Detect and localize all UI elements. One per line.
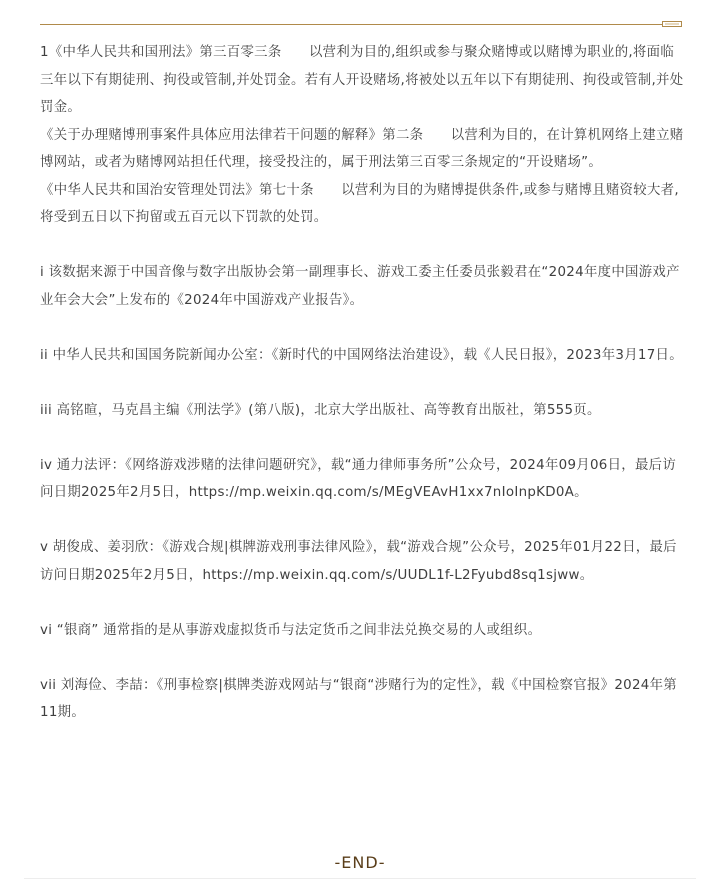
footnote-iv: iv 通力法评：《网络游戏涉赌的法律问题研究》，载“通力律师事务所”公众号，2024年09月06日，最后访问日期2025年2月5日，https://mp.weixin.qq.com/s/MEgVEAvH1xx7nIoInpKD0A。 — [40, 457, 677, 500]
references-section — [40, 39, 684, 727]
law-article-judicial-interpretation: 《关于办理赌博刑事案件具体应用法律若干问题的解释》第二条 以营利为目的，在计算机网络上建立赌博网站，或者为赌博网站担任代理，接受投注的，属于刑法第三百零三条规定的“开设赌场”。 — [40, 127, 684, 170]
footnote-vi: vi “银商” 通常指的是从事游戏虚拟货币与法定货币之间非法兑换交易的人或组织。 — [40, 622, 542, 638]
law-article-public-security: 《中华人民共和国治安管理处罚法》第七十条 以营利为目的为赌博提供条件,或参与赌博且赌资较大者,将受到五日以下拘留或五百元以下罚款的处罚。 — [40, 182, 679, 225]
footnote-iii: iii 高铭暄，马克昌主编《刑法学》(第八版)，北京大学出版社、高等教育出版社，第555页。 — [40, 402, 601, 418]
top-divider — [40, 24, 664, 25]
end-mark: -END- — [334, 853, 386, 872]
footnote-ii: ii 中华人民共和国国务院新闻办公室：《新时代的中国网络法治建设》，载《人民日报》，2023年3月17日。 — [40, 347, 683, 363]
law-article-criminal-law: 1《中华人民共和国刑法》第三百零三条 以营利为目的,组织或参与聚众赌博或以赌博为职业的,将面临三年以下有期徒刑、拘役或管制,并处罚金。若有人开设赌场,将被处以五年以下有期徒刑、拘役或管制,并处罚金。 — [40, 45, 684, 115]
bottom-divider — [24, 878, 696, 879]
footnote-v: v 胡俊成、姜羽欣：《游戏合规|棋牌游戏刑事法律风险》，载“游戏合规”公众号，2025年01月22日，最后访问日期2025年2月5日，https://mp.weixin.qq.com/s/UUDL1f-L2Fyubd8sq1sjww。 — [40, 540, 677, 583]
footnote-vii: vii 刘海俭、李喆：《刑事检察|棋牌类游戏网站与“银商“涉赌行为的定性》，载《中国检察官报》2024年第11期。 — [40, 677, 677, 720]
footnote-i: i 该数据来源于中国音像与数字出版协会第一副理事长、游戏工委主任委员张毅君在“2024年度中国游戏产业年会大会”上发布的《2024年中国游戏产业报告》。 — [40, 265, 680, 308]
divider-ornament — [662, 21, 682, 27]
